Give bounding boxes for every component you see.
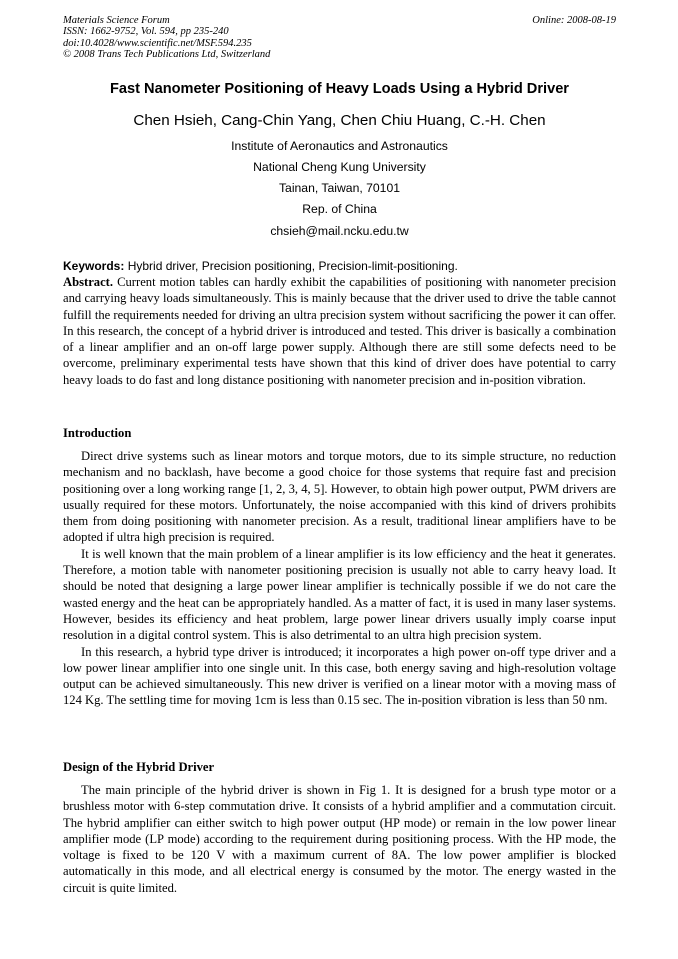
design-body — [63, 782, 616, 896]
keywords — [63, 259, 616, 274]
abstract-label: Abstract. — [63, 275, 114, 289]
keywords-text: Hybrid driver, Precision positioning, Precision-limit-positioning. — [124, 259, 458, 273]
design-paragraph-1: The main principle of the hybrid driver is shown in Fig 1. It is designed for a brush type motor or a brushless motor with 6-step commutation drive. It consists of a hybrid amplifier and a commutation circuit. The hybrid amplifier can either switch to high power output (HP mode) or remain in the low power linear amplifier mode (LP mode) according to the requirement during positioning process. With the HP mode, the voltage is fixed to be 120 V with a maximum current of 8A. The low power amplifier is blocked automatically in this mode, and all electrical energy is consumed by the motor. The energy wasted in the circuit is quite limited. — [63, 783, 616, 895]
journal-header — [63, 15, 463, 60]
author-list: Chen Hsieh, Cang-Chin Yang, Chen Chiu Huang, C.-H. Chen — [133, 112, 546, 129]
copyright-line: © 2008 Trans Tech Publications Ltd, Switzerland — [63, 48, 271, 60]
intro-paragraph-1: Direct drive systems such as linear motors and torque motors, due to its simple structure, no reduction mechanism and no backlash, have become a good choice for those systems that require fast and precision positioning over a long working range [1, 2, 3, 4, 5]. However, to obtain high power output, PWM drivers are usually required for these motors. Unfortunately, the noise accompanied with this kind of drivers prohibits them from doing positioning with nanometer precision. As a result, traditional linear amplifiers have to be adopted if ultra high precision is required. — [63, 449, 616, 545]
intro-paragraph-3: In this research, a hybrid type driver is introduced; it incorporates a high power on-off type driver and a low power linear amplifier into one single unit. In this case, both energy saving and high-resolution voltage output can be achieved simultaneously. This new driver is verified on a linear motor with a moving mass of 124 Kg. The settling time for moving 1cm is less than 0.15 sec. The in-position vibration is less than 50 nm. — [63, 644, 616, 708]
affiliation-institute: Institute of Aeronautics and Astronautics — [231, 139, 448, 153]
doi-line: doi:10.4028/www.scientific.net/MSF.594.235 — [63, 37, 252, 49]
journal-name: Materials Science Forum — [63, 15, 170, 26]
introduction-body — [63, 448, 616, 709]
author-email: chsieh@mail.ncku.edu.tw — [270, 224, 409, 238]
affiliation-university: National Cheng Kung University — [253, 160, 426, 174]
design-heading: Design of the Hybrid Driver — [63, 760, 215, 774]
abstract — [63, 274, 616, 388]
abstract-text: Current motion tables can hardly exhibit the capabilities of positioning with nanometer precision and carrying heavy loads simultaneously. This is mainly because that the driver used to drive the table cannot fulfill the requirements needed for driving an ultra precision system without sacrificing the power it can offer. In this research, the concept of a hybrid driver is introduced and tested. This driver is basically a combination of a linear amplifier and an on-off large power supply. Although there are still some defects need to be overcome, preliminary experimental tests have shown that this kind of driver does have potential to carry heavy loads to do fast and long distance positioning with nanometer precision and in-position vibration. — [63, 275, 616, 387]
paper-title: Fast Nanometer Positioning of Heavy Loads Using a Hybrid Driver — [110, 81, 569, 97]
online-date: Online: 2008-08-19 — [532, 15, 616, 26]
affiliation-country: Rep. of China — [302, 202, 377, 216]
affiliation-city: Tainan, Taiwan, 70101 — [278, 181, 401, 195]
issn-line: ISSN: 1662-9752, Vol. 594, pp 235-240 — [63, 26, 229, 38]
introduction-heading: Introduction — [63, 426, 132, 440]
keywords-label: Keywords: — [63, 259, 125, 273]
intro-paragraph-2: It is well known that the main problem of a linear amplifier is its low efficiency and the heat it generates. Therefore, a motion table with nanometer positioning precision is usually not able to carry heavy load. It should be noted that designing a large power linear amplifier is technically possible if we do not care the wasted energy and the heat can be appropriately handled. As a matter of fact, it is used in many laser systems. However, besides its efficiency and heat problem, large power linear drivers usually imply coarse input resolution in a digital control system. This is also detrimental to an ultra high precision system. — [63, 546, 616, 643]
